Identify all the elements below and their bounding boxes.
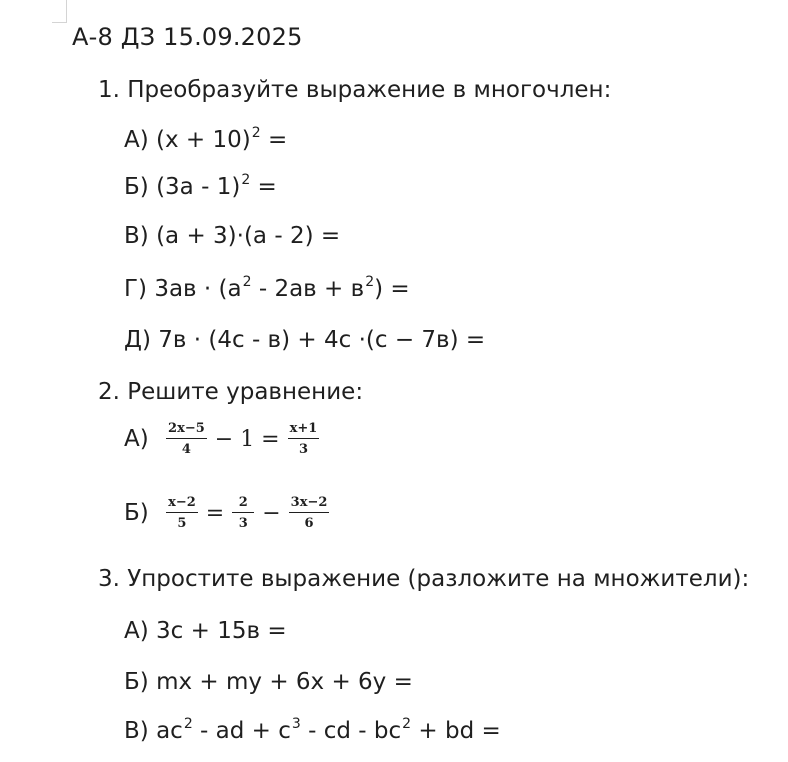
task-3-item-c-exponent-1: 2 [183,716,193,732]
task-1-item-b-exponent: 2 [241,172,251,188]
task-2-item-a [124,422,321,466]
task-2-item-b-fraction-3 [289,496,330,530]
task-2-item-b-fraction-2-numerator: 2 [238,495,248,510]
page-corner-mark [52,0,67,23]
task-3-item-c-part-1: ac [156,718,183,744]
task-3-item-b-text: mx + my + 6x + 6y = [156,669,413,695]
task-2-item-b-label: Б) [124,499,149,526]
task-1-item-b-label: Б) [124,174,149,200]
task-1-item-a [124,126,287,158]
task-1-item-a-exponent: 2 [251,125,261,141]
task-1-item-d-label: Г) [124,276,147,302]
task-3-item-b [124,668,413,697]
task-1-item-e-text: 7в · (4с - в) + 4с ·(с − 7в) = [158,327,486,353]
task-2-item-a-fraction-2-bar [288,438,320,439]
task-2-item-b-fraction-2 [232,496,254,530]
task-2-item-b-fraction-2-bar [232,512,254,513]
task-2-item-b-fraction-3-bar [289,512,330,513]
task-2-item-a-fraction-2-denominator: 3 [298,442,308,457]
task-1-item-d-part-2: - 2ав + в [251,276,365,302]
task-3-heading: 3. Упростите выражение (разложите на множители): [98,566,750,592]
task-2-item-b-fraction-3-numerator: 3x−2 [290,495,328,510]
task-3-item-b-label: Б) [124,669,149,695]
task-1-item-a-text-after: = [260,127,288,153]
task-1-heading: 1. Преобразуйте выражение в многочлен: [98,77,612,103]
task-3-item-a-text: 3с + 15в = [156,618,287,644]
task-1-item-d-part-1: 3ав · (а [154,276,242,302]
task-2-item-a-fraction-1-numerator: 2x−5 [168,421,205,436]
task-2-item-a-equation [164,422,321,456]
task-1-item-a-text-before: (x + 10) [156,127,251,153]
task-1-item-b-text-before: (3a - 1) [156,174,241,200]
task-2-heading: 2. Решите уравнение: [98,379,364,405]
task-3-item-a [124,617,287,646]
task-2-item-b-equals: = [205,500,225,526]
task-1-item-c [124,222,340,251]
task-1-item-d-exponent-2: 2 [365,274,375,290]
task-1-item-c-text: (a + 3)·(a - 2) = [156,223,341,249]
task-2-item-b [124,496,331,540]
task-3-item-c-exponent-3: 2 [402,716,412,732]
task-3-item-a-label: А) [124,618,149,644]
task-2-item-a-fraction-1-bar [166,438,207,439]
task-2-item-b-fraction-2-denominator: 3 [238,516,248,531]
task-1-item-e [124,326,485,355]
page-title: А-8 ДЗ 15.09.2025 [72,23,303,51]
task-3-item-c [124,717,501,749]
task-3-item-c-label: В) [124,718,149,744]
task-3-item-c-part-4: + bd = [411,718,501,744]
task-1-item-d [124,275,410,307]
task-2-item-b-fraction-1 [166,496,198,530]
task-1-item-a-label: А) [124,127,149,153]
task-3-item-c-part-3: - cd - bc [300,718,402,744]
task-1-item-b [124,173,277,205]
task-2-item-b-minus: − [262,500,281,526]
task-2-item-b-fraction-1-numerator: x−2 [168,495,196,510]
task-2-item-a-fraction-1-denominator: 4 [181,442,191,457]
task-2-item-a-fraction-1 [166,422,207,456]
task-3-item-c-part-2: - ad + c [192,718,291,744]
task-1-item-b-text-after: = [250,174,277,200]
task-2-item-b-fraction-3-denominator: 6 [304,516,314,531]
task-1-item-d-exponent-1: 2 [242,274,252,290]
task-1-item-d-part-3: ) = [374,276,410,302]
task-2-item-a-operator: − 1 = [214,426,280,452]
task-1-item-e-label: Д) [124,327,151,353]
task-3-item-c-exponent-2: 3 [291,716,301,732]
task-2-item-b-fraction-1-denominator: 5 [177,516,187,531]
task-2-item-a-fraction-2 [288,422,320,456]
task-2-item-b-fraction-1-bar [166,512,198,513]
task-2-item-a-label: А) [124,425,149,452]
task-1-item-c-label: В) [124,223,149,249]
task-2-item-a-fraction-2-numerator: x+1 [289,421,318,436]
task-2-item-b-equation [164,496,331,530]
